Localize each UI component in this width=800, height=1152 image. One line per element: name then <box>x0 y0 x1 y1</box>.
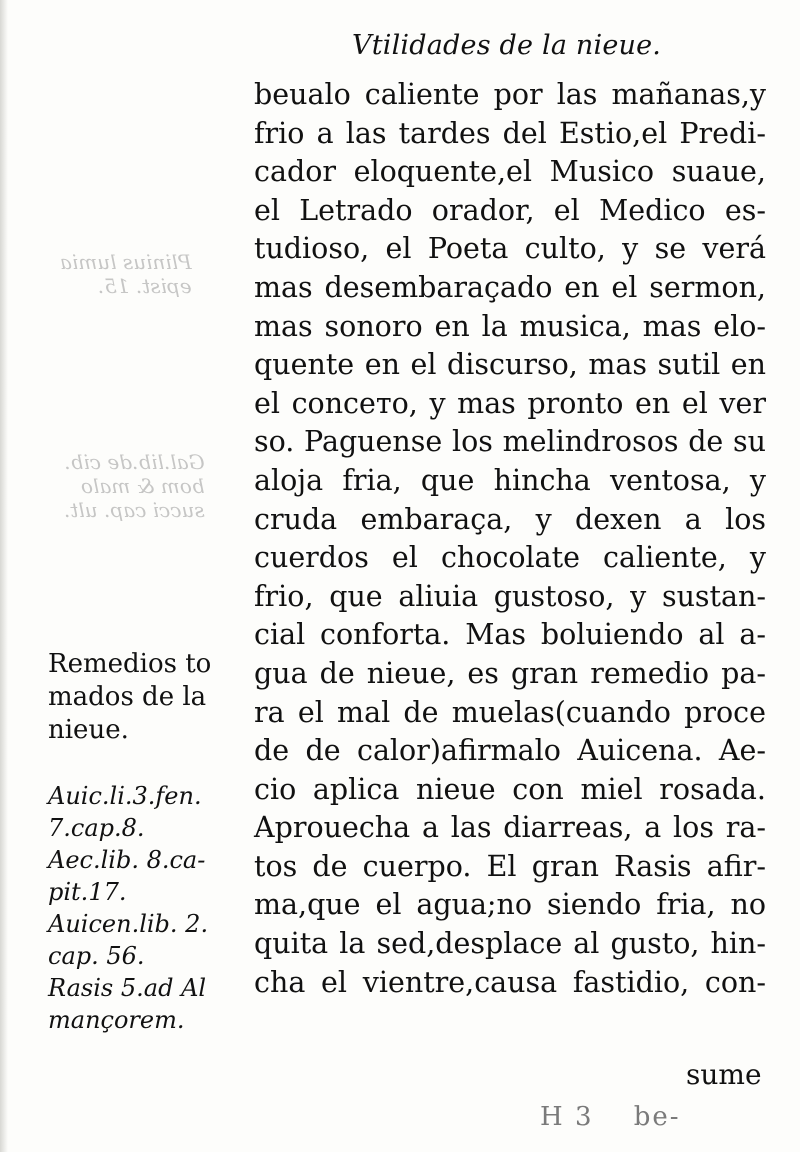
body-line: frio, que aliuia gustoso, y sustan- <box>254 579 766 613</box>
body-line: el concето, y mas pronto en el ver <box>254 386 766 420</box>
margin-citations <box>48 780 248 1036</box>
margin-note-line: Remedios to <box>48 649 212 679</box>
show-through-block-a <box>60 250 192 298</box>
body-line: cial conforta. Mas boluiendo al a- <box>254 618 766 652</box>
body-line: ra el mal de muelas(cuando proce <box>254 695 766 729</box>
citation-line: 7.cap.8. <box>48 814 145 842</box>
body-line: gua de nieue, es gran remedio pa- <box>254 656 766 690</box>
body-line: mas sonoro en la musica, mas elo- <box>254 309 766 343</box>
body-line: tudioso, el Poeta culto, y se verá <box>254 232 766 266</box>
signature-mark <box>540 1102 681 1132</box>
body-line: so. Paguense los melindrosos de su <box>254 425 766 459</box>
margin-note-line: mados de la <box>48 682 207 712</box>
show-through-line: epist. 15. <box>97 274 192 298</box>
margin-note-line: nieue. <box>48 715 129 745</box>
running-head: Vtilidades de la nieue. <box>352 30 662 61</box>
body-line: de de calor)afirmalo Auicena. Ae- <box>254 734 766 768</box>
signature-catch: be- <box>633 1102 681 1132</box>
gutter-shadow <box>0 0 8 1152</box>
show-through-block-b <box>64 450 205 522</box>
citation-line: Rasis 5.ad Al <box>48 974 207 1002</box>
body-line: ma,que el agua;no siendo fria, no <box>254 888 766 922</box>
body-line: quente en el discurso, mas sutil en <box>254 348 766 382</box>
citation-line: Auicen.lib. 2. <box>48 910 209 938</box>
show-through-line: Gal.lib.de cib. <box>64 450 205 474</box>
show-through-line: Plinius lumia <box>60 250 192 274</box>
body-line: cio aplica nieue con miel rosada. <box>254 772 766 806</box>
citation-line: mançorem. <box>48 1006 185 1034</box>
body-line: cador eloquente,el Musico suaue, <box>254 155 766 189</box>
citation-line: cap. 56. <box>48 942 145 970</box>
margin-note <box>48 648 244 747</box>
body-line: quita la sed,desplace al gusto, hin- <box>254 927 766 961</box>
body-line: mas desembaraçado en el sermon, <box>254 270 766 304</box>
signature-letter: H 3 <box>540 1102 594 1132</box>
citation-line: Auic.li.3.fen. <box>48 782 202 810</box>
body-line: cruda embaraça, y dexen a los <box>254 502 766 536</box>
body-line: Aprouecha a las diarreas, a los ra- <box>254 811 766 845</box>
body-text <box>254 76 766 1002</box>
body-line: cuerdos el chocolate caliente, y <box>254 541 766 575</box>
body-line: aloja fria, que hincha ventosa, y <box>254 463 766 497</box>
citation-line: Aec.lib. 8.ca- <box>48 846 206 874</box>
body-line: beualo caliente por las mañanas,y <box>254 78 766 111</box>
show-through-line: succi cap. ult. <box>64 498 205 522</box>
body-line: tos de cuerpo. El gran Rasis afir- <box>254 849 766 883</box>
body-line: el Letrado orador, el Medico es- <box>254 193 766 227</box>
body-line: cha el vientre,causa fastidio, con- <box>254 965 766 999</box>
body-line: frio a las tardes del Estio,el Predi- <box>254 116 766 150</box>
catchword: sume <box>686 1058 762 1091</box>
citation-line: pit.17. <box>48 878 127 906</box>
show-through-line: bom & malo <box>80 474 205 498</box>
